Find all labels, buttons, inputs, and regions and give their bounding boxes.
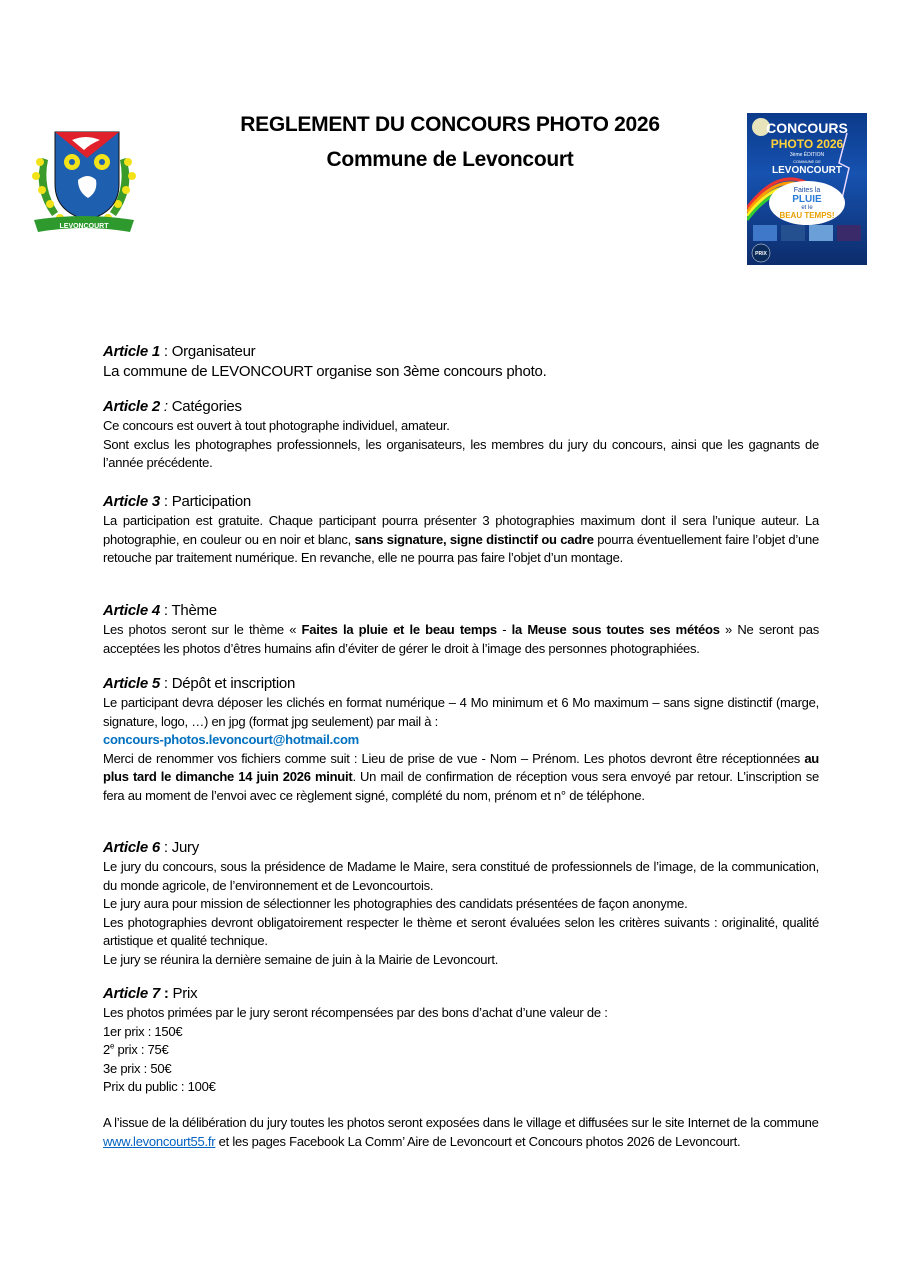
text-segment: La commune de LEVONCOURT organise son 3ème concours photo. (103, 363, 547, 380)
separator: : (159, 398, 172, 415)
article-paragraph (103, 914, 819, 951)
text-segment: La participation est gratuite. Chaque participant pourra présenter 3 photographies maximum dont il sera l’unique auteur. La photographie, en couleur ou en noir et blanc, (103, 513, 819, 547)
contest-poster (747, 113, 867, 265)
text-segment: 1er prix : 150€ (103, 1023, 183, 1039)
article-paragraph (103, 750, 819, 806)
article-7 (103, 984, 819, 1097)
separator: : (159, 602, 172, 619)
article-paragraph (103, 694, 819, 731)
article-5 (103, 674, 819, 806)
separator: : (159, 675, 172, 692)
article-3 (103, 492, 819, 568)
article-paragraph (103, 512, 819, 568)
text-segment: 3e prix : 50€ (103, 1060, 172, 1076)
text-segment: - (496, 622, 512, 637)
poster-theme2: PLUIE (792, 194, 822, 205)
article-heading (103, 492, 819, 512)
text-segment: pourra éventuellement faire l’objet d’une retouche par traitement numérique. En revanche, elle ne pourra pas faire l’objet d’un montage. (103, 531, 819, 566)
email-link[interactable]: concours-photos.levoncourt@hotmail.com (103, 732, 359, 748)
article-heading (103, 984, 819, 1004)
poster-title-line2: PHOTO 2026 (770, 137, 844, 151)
article-title: Participation (171, 493, 252, 510)
text-segment: Le participant devra déposer les clichés en format numérique – 4 Mo minimum et 6 Mo maximum – sans signe distinctif (marge, signature, logo, …) en jpg (format jpg seulement) par mail à : (103, 695, 819, 729)
article-label: Article 2 (103, 398, 160, 415)
article-label: Article 7 (103, 985, 160, 1002)
article-title: Jury (171, 839, 200, 856)
bold-text: sans signature, signe distinctif ou cadre (354, 531, 594, 547)
article-title: Organisateur (171, 343, 256, 360)
article-4 (103, 601, 819, 658)
poster-edition: 3ème ÉDITION (789, 152, 825, 158)
article-heading (103, 397, 819, 417)
article-paragraph (103, 895, 819, 914)
text-segment: et les pages Facebook La Comm’ Aire de Levoncourt et Concours photos 2026 de Levoncourt. (215, 1133, 741, 1149)
separator: : (159, 343, 172, 360)
article-label: Article 5 (103, 675, 160, 692)
poster-prize: PRIX (755, 251, 767, 257)
article-1 (103, 342, 819, 382)
text-segment: Les photographies devront obligatoirement respecter le thème et seront évaluées selon les critères suivants : originalité, qualité artistique et qualité technique. (103, 914, 819, 949)
article-heading (103, 601, 819, 621)
separator: : (159, 985, 173, 1002)
logo-text: LEVONCOURT (59, 223, 109, 230)
poster-town: LEVONCOURT (772, 165, 842, 176)
text-segment: Le jury du concours, sous la présidence de Madame le Maire, sera constitué de professionnels de l’image, de la communication, du monde agricole, de l’environnement et de Levoncourtois. (103, 859, 819, 893)
text-segment: Merci de renommer vos fichiers comme suit : Lieu de prise de vue - Nom – Prénom. Les photos devront être réceptionnées (103, 750, 805, 766)
text-segment: . Un mail de confirmation de réception vous sera envoyé par retour. L’inscription se fera au moment de l’envoi avec ce règlement signé, complété du nom, prénom et n° de téléphone. (103, 769, 819, 803)
text-segment: Les photos seront sur le thème « (103, 622, 302, 637)
article-label: Article 3 (103, 493, 160, 510)
bold-text: la Meuse sous toutes ses météos (511, 622, 720, 637)
article-title: Dépôt et inscription (171, 675, 296, 692)
text-segment: Le jury se réunira la dernière semaine de juin à la Mairie de Levoncourt. (103, 951, 499, 967)
text-segment: » Ne seront pas acceptées les photos d’êtres humains afin d’éviter de gérer le droit à l’image des personnes photographiées. (103, 622, 820, 656)
page-subtitle: Commune de Levoncourt (326, 148, 574, 171)
text-segment: Les photos primées par le jury seront récompensées par des bons d’achat d’une valeur de : (103, 1005, 608, 1020)
article-paragraph (103, 731, 819, 750)
article-label: Article 4 (103, 602, 160, 619)
article-title: Thème (171, 602, 217, 619)
article-paragraph (103, 1060, 819, 1079)
text-segment: Sont exclus les photographes professionnels, les organisateurs, les membres du jury du concours, ainsi que les gagnants de l’année précédente. (103, 436, 819, 471)
poster-theme1: Faites la (793, 187, 821, 194)
article-6 (103, 838, 819, 970)
article-label: Article 1 (103, 343, 160, 360)
article-paragraph (103, 951, 819, 970)
text-segment: Prix du public : 100€ (103, 1079, 216, 1095)
text-segment: Ce concours est ouvert à tout photographe individuel, amateur. (103, 418, 450, 433)
bold-text: Faites la pluie et le beau temps (301, 622, 497, 637)
text-segment: A l’issue de la délibération du jury toutes les photos seront exposées dans le village et diffusées sur le site Internet de la commune (103, 1115, 819, 1130)
website-link[interactable]: www.levoncourt55.fr (103, 1133, 216, 1149)
bold-text: au plus tard le dimanche 14 juin 2026 minuit (103, 750, 819, 785)
text-segment: Le jury aura pour mission de sélectionner les photographies des candidats présentées de façon anonyme. (103, 896, 688, 912)
article-heading (103, 674, 819, 694)
poster-theme3: et le (801, 205, 813, 211)
article-paragraph (103, 362, 819, 382)
article-paragraph (103, 417, 819, 436)
article-paragraph (103, 436, 819, 473)
text-segment: 2 (103, 1042, 110, 1058)
closing-paragraph (103, 1114, 819, 1151)
article-paragraph (103, 1023, 819, 1042)
article-paragraph (103, 858, 819, 895)
article-paragraph (103, 1004, 819, 1023)
article-paragraph (103, 1078, 819, 1097)
coat-of-arms-logo (28, 128, 140, 234)
poster-commune: COMMUNE DE (793, 159, 821, 164)
article-title: Prix (172, 985, 198, 1002)
article-heading (103, 342, 819, 362)
poster-theme4: BEAU TEMPS! (779, 211, 835, 220)
poster-title-line1: CONCOURS (766, 120, 848, 136)
page-title: REGLEMENT DU CONCOURS PHOTO 2026 (240, 113, 660, 136)
separator: : (159, 493, 172, 510)
article-paragraph (103, 1041, 819, 1060)
separator: : (159, 839, 172, 856)
article-2 (103, 397, 819, 473)
text-segment: e (109, 1041, 115, 1051)
article-label: Article 6 (103, 839, 160, 856)
text-segment: prix : 75€ (114, 1042, 169, 1058)
article-heading (103, 838, 819, 858)
article-title: Catégories (171, 398, 242, 415)
article-paragraph (103, 621, 819, 658)
